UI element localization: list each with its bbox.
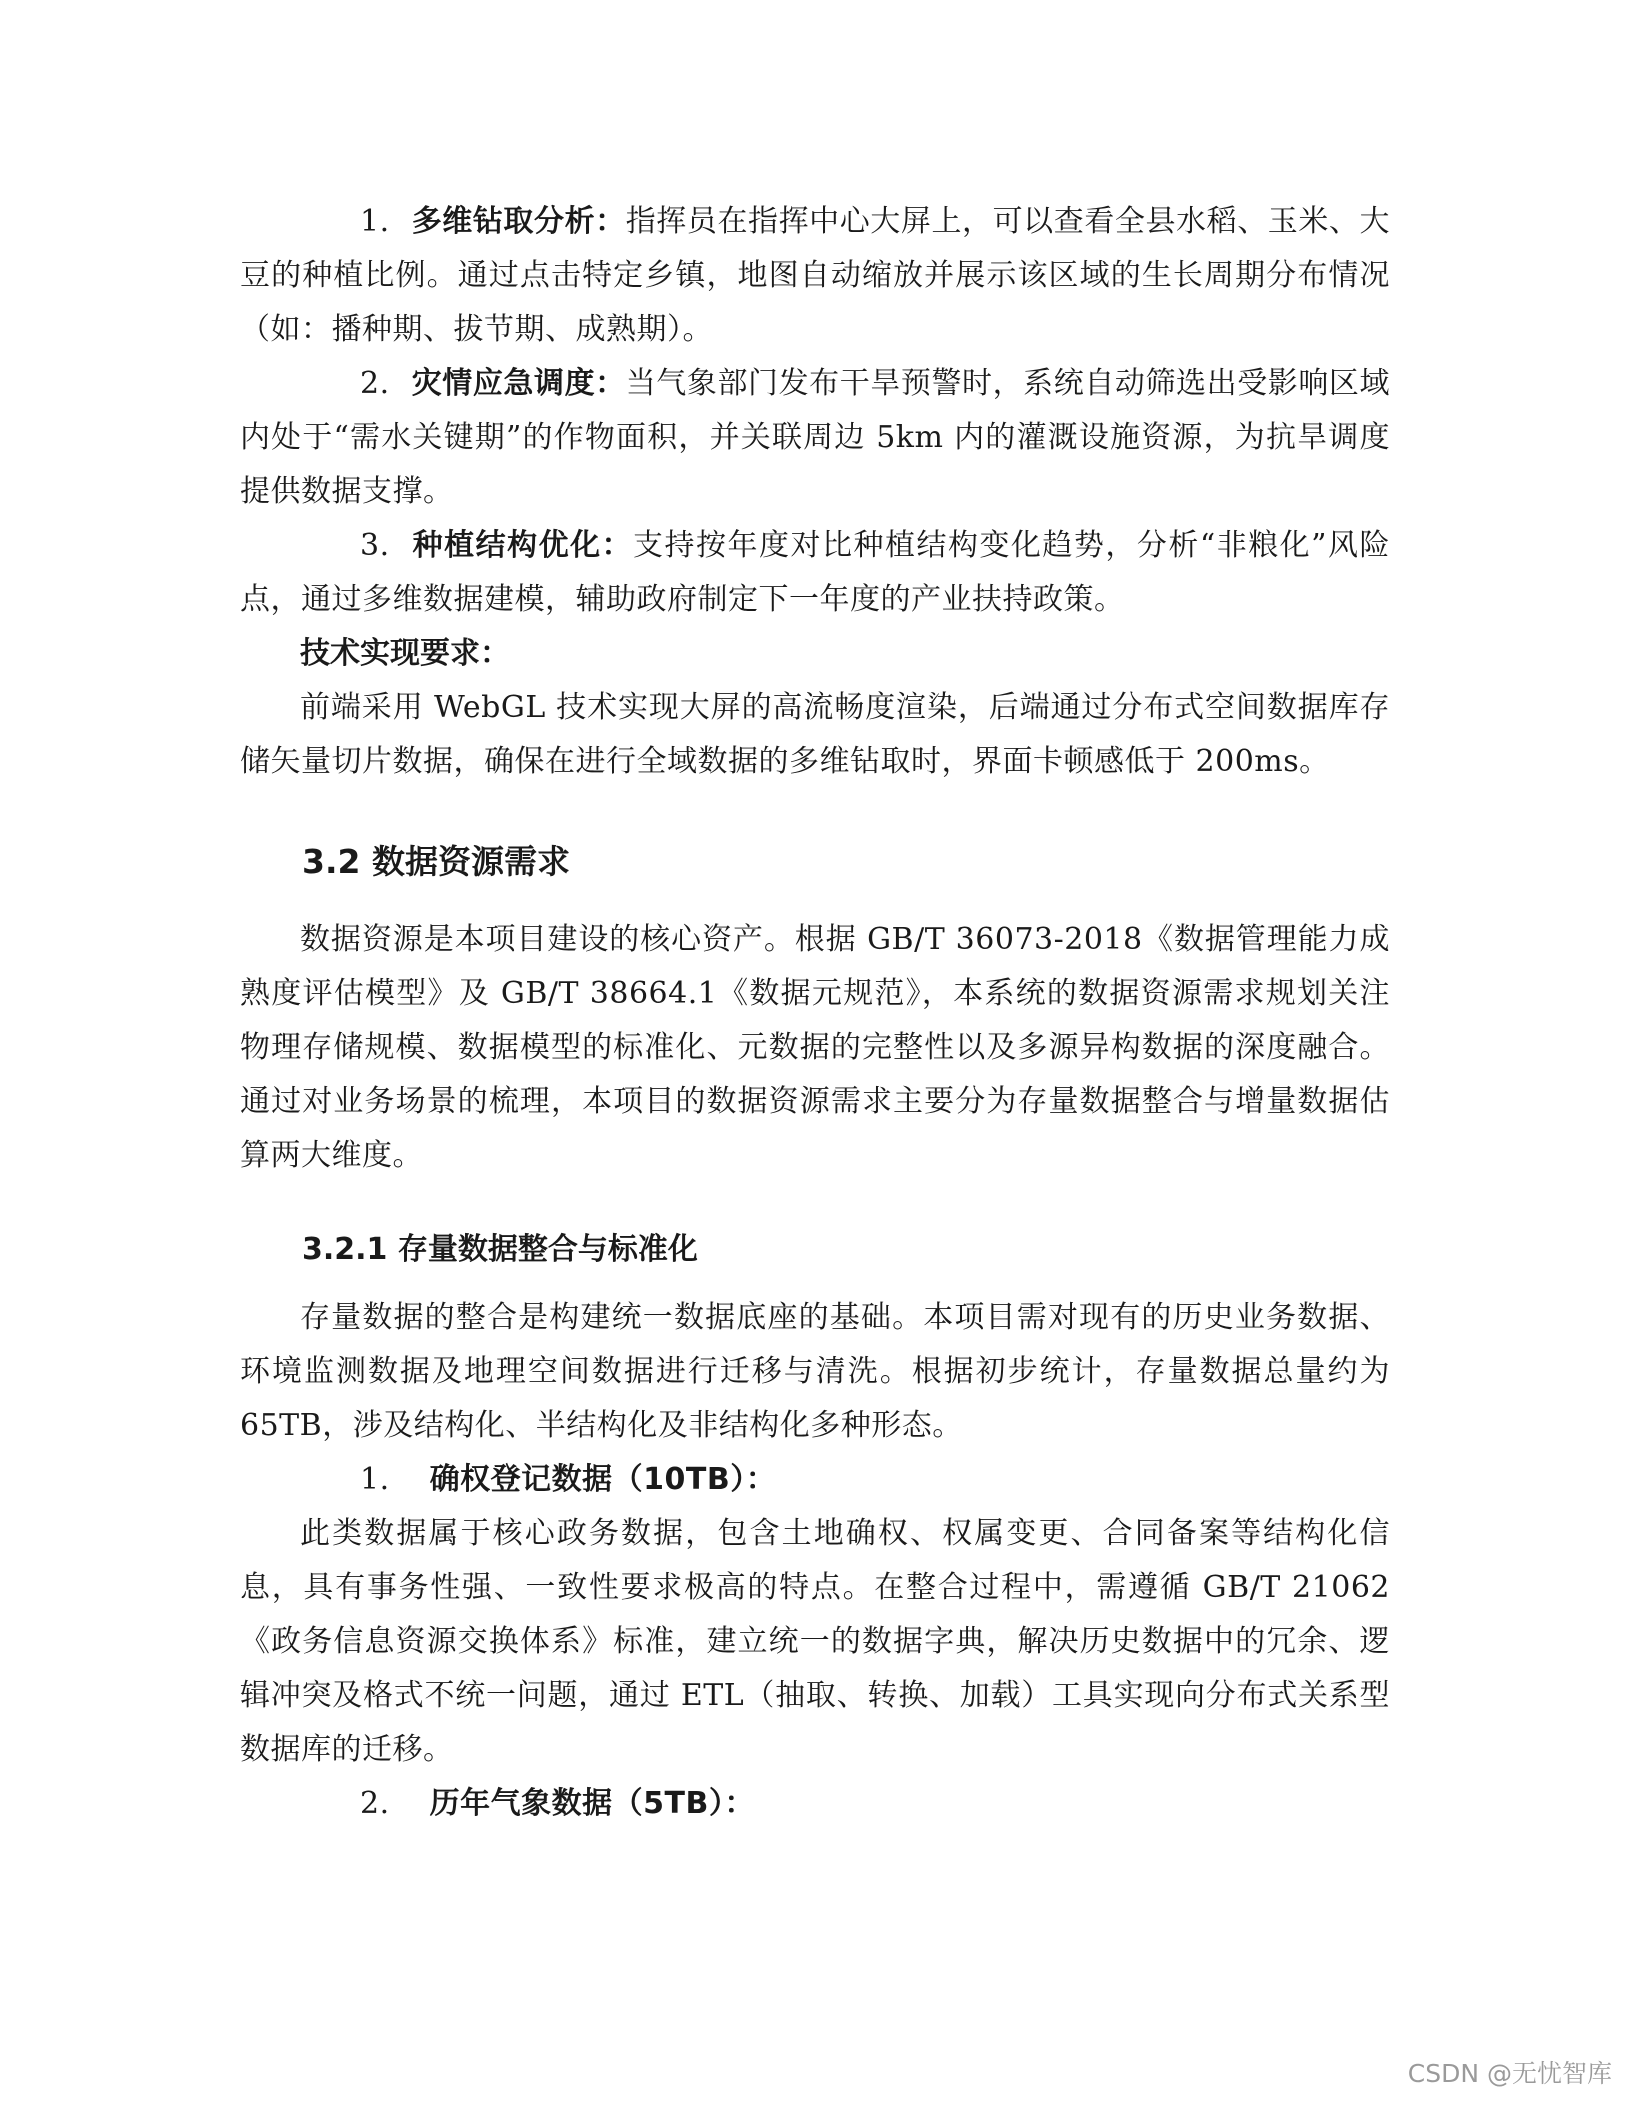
list-item-meteorological-data [240, 1777, 1390, 1831]
list-item-drill-down [240, 195, 1390, 357]
list-item-title: 确权登记数据（10TB）： [429, 1462, 777, 1497]
document-page [240, 195, 1390, 1831]
list-number: 1. [360, 1462, 390, 1497]
tech-requirements-text: 前端采用 WebGL 技术实现大屏的高流畅度渲染，后端通过分布式空间数据库存储矢量切片数据，确保在进行全域数据的多维钻取时，界面卡顿感低于 200ms。 [240, 690, 1390, 779]
watermark: CSDN @无忧智库 [1407, 2059, 1612, 2088]
tech-requirements-label: 技术实现要求： [300, 636, 510, 671]
ownership-data-paragraph: 此类数据属于核心政务数据，包含土地确权、权属变更、合同备案等结构化信息，具有事务性强、一致性要求极高的特点。在整合过程中，需遵循 GB/T 21062《政务信息资源交换体系》标准，建立统一的数据字典，解决历史数据中的冗余、逻辑冲突及格式不统一问题，通过 ETL（抽取、转换、加载）工具实现向分布式关系型数据库的迁移。 [240, 1516, 1390, 1767]
section-3-2-1-paragraph: 存量数据的整合是构建统一数据底座的基础。本项目需对现有的历史业务数据、环境监测数据及地理空间数据进行迁移与清洗。根据初步统计，存量数据总量约为 65TB，涉及结构化、半结构化及非结构化多种形态。 [240, 1300, 1390, 1443]
list-number: 1. [360, 204, 390, 239]
list-number: 3. [360, 528, 390, 563]
list-item-title: 灾情应急调度： [411, 366, 626, 401]
list-item-emergency-dispatch [240, 357, 1390, 519]
list-number: 2. [360, 1786, 390, 1821]
section-heading-3-2: 3.2 数据资源需求 [302, 842, 570, 881]
list-item-title: 种植结构优化： [411, 528, 634, 563]
list-item-title: 多维钻取分析： [411, 204, 626, 239]
section-heading-3-2-1: 3.2.1 存量数据整合与标准化 [302, 1232, 698, 1267]
list-number: 2. [360, 366, 390, 401]
list-item-ownership-data [240, 1453, 1390, 1507]
list-item-title: 历年气象数据（5TB）： [429, 1786, 755, 1821]
list-item-structure-optimization [240, 519, 1390, 627]
list-item-text: 指挥员在指挥中心大屏上，可以查看全县水稻、玉米、大豆的种植比例。通过点击特定乡镇，地图自动缩放并展示该区域的生长周期分布情况（如：播种期、拔节期、成熟期）。 [240, 204, 1390, 347]
section-3-2-paragraph: 数据资源是本项目建设的核心资产。根据 GB/T 36073-2018《数据管理能力成熟度评估模型》及 GB/T 38664.1《数据元规范》，本系统的数据资源需求规划关注物理存储规模、数据模型的标准化、元数据的完整性以及多源异构数据的深度融合。通过对业务场景的梳理，本项目的数据资源需求主要分为存量数据整合与增量数据估算两大维度。 [240, 922, 1390, 1173]
list-item-text: 当气象部门发布干旱预警时，系统自动筛选出受影响区域内处于“需水关键期”的作物面积，并关联周边 5km 内的灌溉设施资源，为抗旱调度提供数据支撑。 [240, 366, 1390, 509]
list-item-text: 支持按年度对比种植结构变化趋势，分析“非粮化”风险点，通过多维数据建模，辅助政府制定下一年度的产业扶持政策。 [240, 528, 1390, 617]
